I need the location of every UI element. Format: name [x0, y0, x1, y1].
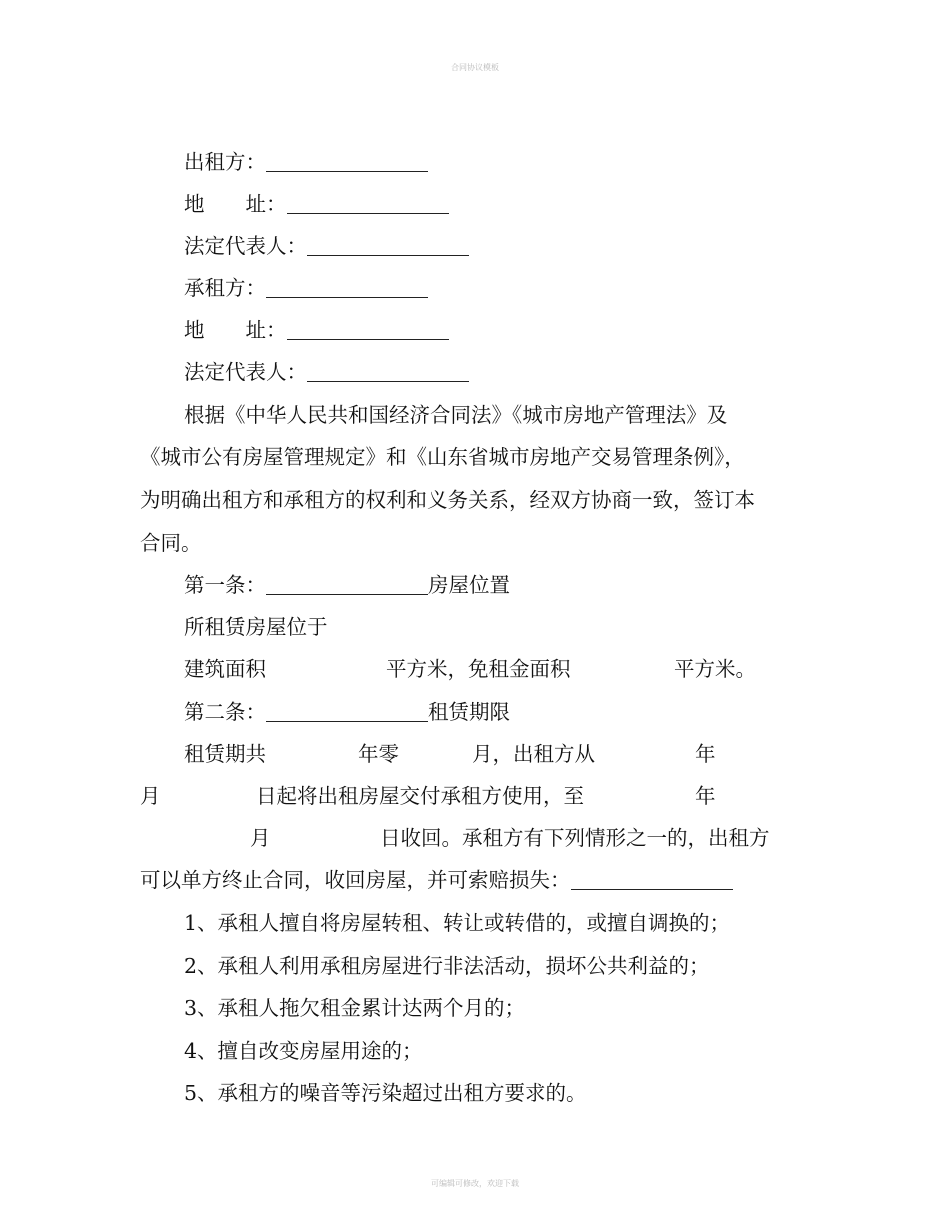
article-1-label: 第一条：: [184, 573, 266, 597]
term-start-month-label: 月: [140, 784, 161, 808]
term-months-from-label: 月，出租方从: [472, 742, 595, 766]
lessor-address-line: [184, 190, 449, 218]
article-1-title: 房屋位置: [428, 573, 510, 597]
termination-text: 可以单方终止合同，收回房屋，并可索赔损失：: [140, 868, 571, 892]
lessor-rep-line: [184, 232, 469, 260]
list-item: 4、擅自改变房屋用途的；: [184, 1039, 423, 1063]
lessor-label: 出租方：: [184, 150, 266, 174]
term-end-year-label: 年: [695, 784, 716, 808]
termination-blank: [571, 869, 733, 890]
intro-line-3: 为明确出租方和承租方的权利和义务关系，经双方协商一致，签订本: [140, 488, 755, 512]
lessor-address-label: 地 址：: [184, 192, 287, 216]
lessee-blank: [266, 277, 428, 298]
list-item: 5、承租方的噪音等污染超过出租方要求的。: [184, 1081, 587, 1105]
page-footer: 可编辑可修改，欢迎下载: [431, 1179, 519, 1188]
term-years-label: 年零: [358, 742, 399, 766]
term-handover-text: 日起将出租房屋交付承租方使用，至: [256, 784, 584, 808]
lessor-rep-label: 法定代表人：: [184, 234, 307, 258]
intro-line-2: 《城市公有房屋管理规定》和《山东省城市房地产交易管理条例》，: [140, 445, 745, 469]
area-exempt-label: 平方米，免租金面积: [386, 657, 571, 681]
term-start-year-label: 年: [695, 742, 716, 766]
lessee-rep-label: 法定代表人：: [184, 360, 307, 384]
termination-line: [140, 866, 733, 894]
area-building-label: 建筑面积: [184, 657, 266, 681]
article-2-blank: [266, 701, 428, 722]
location-text: 所租赁房屋位于: [184, 615, 328, 639]
lessee-rep-blank: [307, 361, 469, 382]
lessee-rep-line: [184, 358, 469, 386]
lessor-line: [184, 148, 428, 176]
list-item: 3、承租人拖欠租金累计达两个月的；: [184, 996, 526, 1020]
article-2-title: 租赁期限: [428, 700, 510, 724]
lessor-blank: [266, 151, 428, 172]
term-total-label: 租赁期共: [184, 742, 266, 766]
term-end-day-text: 日收回。承租方有下列情形之一的，出租方: [380, 826, 770, 850]
page-header: 合同协议模板: [451, 63, 499, 72]
lessee-address-blank: [287, 319, 449, 340]
article-1-heading: [184, 571, 510, 599]
lessee-label: 承租方：: [184, 276, 266, 300]
intro-line-1: 根据《中华人民共和国经济合同法》《城市房地产管理法》及: [184, 403, 728, 427]
article-2-heading: [184, 698, 510, 726]
lessor-address-blank: [287, 193, 449, 214]
lessee-address-label: 地 址：: [184, 318, 287, 342]
term-end-month-label: 月: [250, 826, 271, 850]
list-item: 1、承租人擅自将房屋转租、转让或转借的，或擅自调换的；: [184, 911, 731, 935]
intro-line-4: 合同。: [140, 531, 202, 555]
lessor-rep-blank: [307, 235, 469, 256]
lessee-address-line: [184, 316, 449, 344]
article-2-label: 第二条：: [184, 700, 266, 724]
lessee-line: [184, 274, 428, 302]
article-1-blank: [266, 574, 428, 595]
area-unit-end: 平方米。: [674, 657, 756, 681]
list-item: 2、承租人利用承租房屋进行非法活动，损坏公共利益的；: [184, 954, 710, 978]
